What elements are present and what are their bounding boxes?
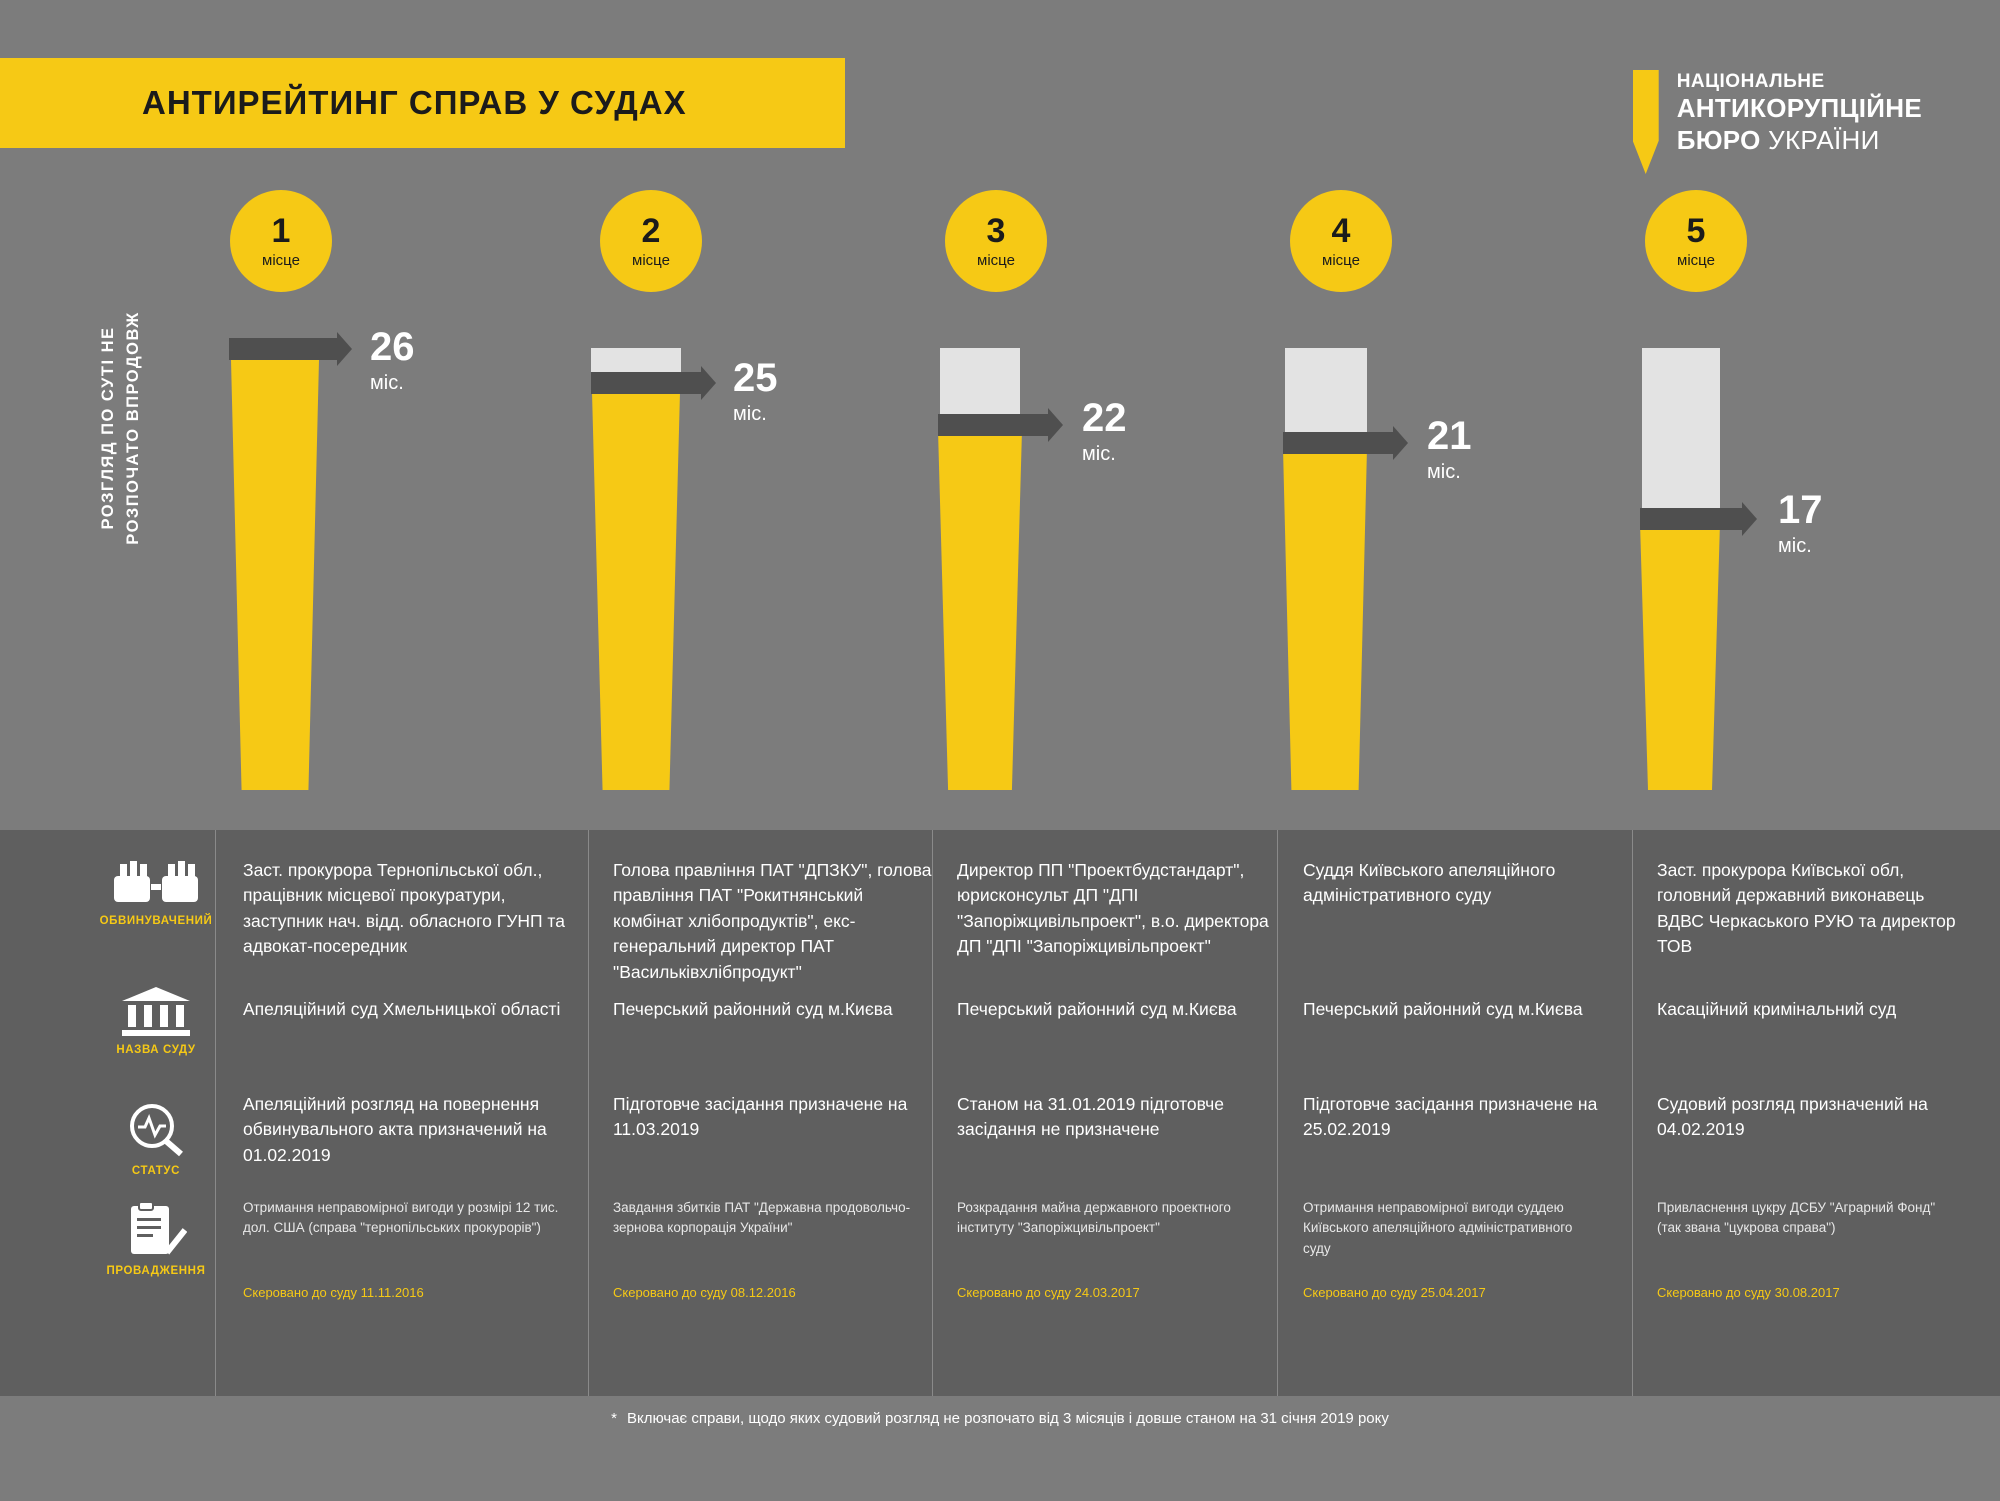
rank-badge-2	[600, 190, 702, 292]
bar-yellow-1	[231, 360, 319, 790]
rank-number-1: 1	[271, 212, 291, 250]
rank-place-1: місце	[262, 252, 300, 269]
divider-4	[1277, 830, 1278, 1396]
chart-y-axis-label: РОЗГЛЯД ПО СУТІ НЕ РОЗПОЧАТО ВПРОДОВЖ	[99, 311, 142, 545]
logo-shield-icon	[1633, 70, 1659, 174]
status-text-4: Підготовче засідання призначене на 25.02.2019	[1303, 1094, 1598, 1140]
status-text-1: Апеляційний розгляд на повернення обвинувального акта призначений на 01.02.2019	[243, 1094, 547, 1165]
sent-text-4: Скеровано до суду 25.04.2017	[1303, 1285, 1486, 1300]
rank-badge-5	[1645, 190, 1747, 292]
proceeding-text-2: Завдання збитків ПАТ "Державна продовольчо-зернова корпорація України"	[613, 1200, 911, 1236]
court-text-2: Печерський районний суд м.Києва	[613, 999, 893, 1019]
status-magnifier-icon	[126, 1102, 186, 1158]
rank-badge-4	[1290, 190, 1392, 292]
footnote	[0, 1410, 2000, 1427]
row-label-proceeding: ПРОВАДЖЕННЯ	[86, 1202, 226, 1277]
rank-number-2: 2	[641, 212, 661, 250]
bar-arrow-4	[1283, 432, 1393, 454]
court-text-1: Апеляційний суд Хмельницької області	[243, 999, 561, 1019]
page-title: АНТИРЕЙТИНГ СПРАВ У СУДАХ	[142, 84, 687, 121]
proceeding-text-4: Отримання неправомірної вигоди суддею Київського апеляційного адміністративного суду	[1303, 1200, 1573, 1256]
rank-badge-1	[230, 190, 332, 292]
bar-value-5: 17 міс.	[1778, 488, 1823, 557]
bar-arrow-1	[229, 338, 337, 360]
bar-arrow-2	[591, 372, 701, 394]
court-text-4: Печерський районний суд м.Києва	[1303, 999, 1583, 1019]
bar-value-4: 21 міс.	[1427, 414, 1472, 483]
status-text-2: Підготовче засідання призначене на 11.03.2019	[613, 1094, 908, 1140]
bar-yellow-4	[1283, 448, 1367, 790]
status-text-5: Судовий розгляд призначений на 04.02.2019	[1657, 1094, 1928, 1140]
accused-text-5: Заст. прокурора Київської обл, головний державний виконавець ВДВС Черкаського РУЮ та директор ТОВ	[1657, 860, 1956, 957]
rank-place-2: місце	[632, 252, 670, 269]
proceeding-text-5: Привласнення цукру ДСБУ "Аграрний Фонд" (так звана "цукрова справа")	[1657, 1200, 1936, 1236]
logo-line-3-bold: БЮРО	[1676, 124, 1761, 155]
proceeding-text-1: Отримання неправомірної вигоди у розмірі 12 тис. дол. США (справа "тернопільських прокурорів")	[243, 1200, 559, 1236]
divider-5	[1632, 830, 1633, 1396]
logo-line-3-light: УКРАЇНИ	[1768, 124, 1880, 155]
status-text-3: Станом на 31.01.2019 підготовче засідання не призначене	[957, 1094, 1225, 1140]
accused-text-3: Директор ПП "Проектбудстандарт", юрисконсульт ДП "ДПІ "Запоріжцивільпроект", в.о. директора ДП "ДПІ "Запоріжцивільпроект"	[957, 860, 1269, 957]
rank-place-4: місце	[1322, 252, 1360, 269]
title-banner	[0, 58, 845, 148]
sent-text-2: Скеровано до суду 08.12.2016	[613, 1285, 796, 1300]
logo-line-2: АНТИКОРУПЦІЙНЕ	[1676, 93, 1922, 124]
rank-place-3: місце	[977, 252, 1015, 269]
bar-value-2: 25 міс.	[733, 356, 778, 425]
bar-yellow-2	[592, 392, 680, 790]
rank-number-3: 3	[986, 212, 1006, 250]
sent-text-1: Скеровано до суду 11.11.2016	[243, 1285, 424, 1300]
footnote-text: Включає справи, щодо яких судовий розгляд не розпочато від 3 місяців і довше станом на 31 січня 2019 року	[626, 1410, 1389, 1427]
accused-text-4: Суддя Київського апеляційного адміністративного суду	[1303, 860, 1556, 906]
bar-arrow-3	[938, 414, 1048, 436]
accused-text-1: Заст. прокурора Тернопільської обл., працівник місцевої прокуратури, заступник нач. відд. обласного ГУНП та адвокат-посередник	[243, 860, 565, 957]
footnote-star: *	[611, 1410, 617, 1427]
courthouse-icon	[120, 985, 192, 1037]
details-panel	[0, 830, 2000, 1396]
bar-yellow-3	[938, 430, 1022, 790]
row-label-court: НАЗВА СУДУ	[86, 985, 226, 1056]
bar-value-1: 26 міс.	[370, 325, 415, 394]
bar-yellow-5	[1640, 523, 1720, 790]
document-check-icon	[125, 1202, 187, 1258]
court-text-3: Печерський районний суд м.Києва	[957, 999, 1237, 1019]
rank-number-4: 4	[1331, 212, 1351, 250]
bar-arrow-5	[1640, 508, 1742, 530]
rank-badge-3	[945, 190, 1047, 292]
bar-grey-5	[1642, 348, 1720, 523]
bar-value-3: 22 міс.	[1082, 396, 1127, 465]
row-label-accused: ОБВИНУВАЧЕНИЙ	[86, 858, 226, 927]
sent-text-5: Скеровано до суду 30.08.2017	[1657, 1285, 1840, 1300]
court-text-5: Касаційний кримінальний суд	[1657, 999, 1897, 1019]
rank-place-5: місце	[1677, 252, 1715, 269]
sent-text-3: Скеровано до суду 24.03.2017	[957, 1285, 1140, 1300]
logo-line-1: НАЦІОНАЛЬНЕ	[1676, 71, 1825, 92]
rank-number-5: 5	[1686, 212, 1706, 250]
nabu-logo	[1633, 70, 1922, 174]
row-label-status: СТАТУС	[86, 1102, 226, 1177]
accused-text-2: Голова правління ПАТ "ДПЗКУ", голова правління ПАТ "Рокитнянський комбінат хлібопродуктів", екс-генеральний директор ПАТ "Васильківхлібпродукт"	[613, 860, 932, 982]
chart-area	[0, 190, 2000, 830]
proceeding-text-3: Розкрадання майна державного проектного інституту "Запоріжцивільпроект"	[957, 1200, 1231, 1236]
divider-2	[588, 830, 589, 1396]
fists-icon	[110, 858, 202, 908]
